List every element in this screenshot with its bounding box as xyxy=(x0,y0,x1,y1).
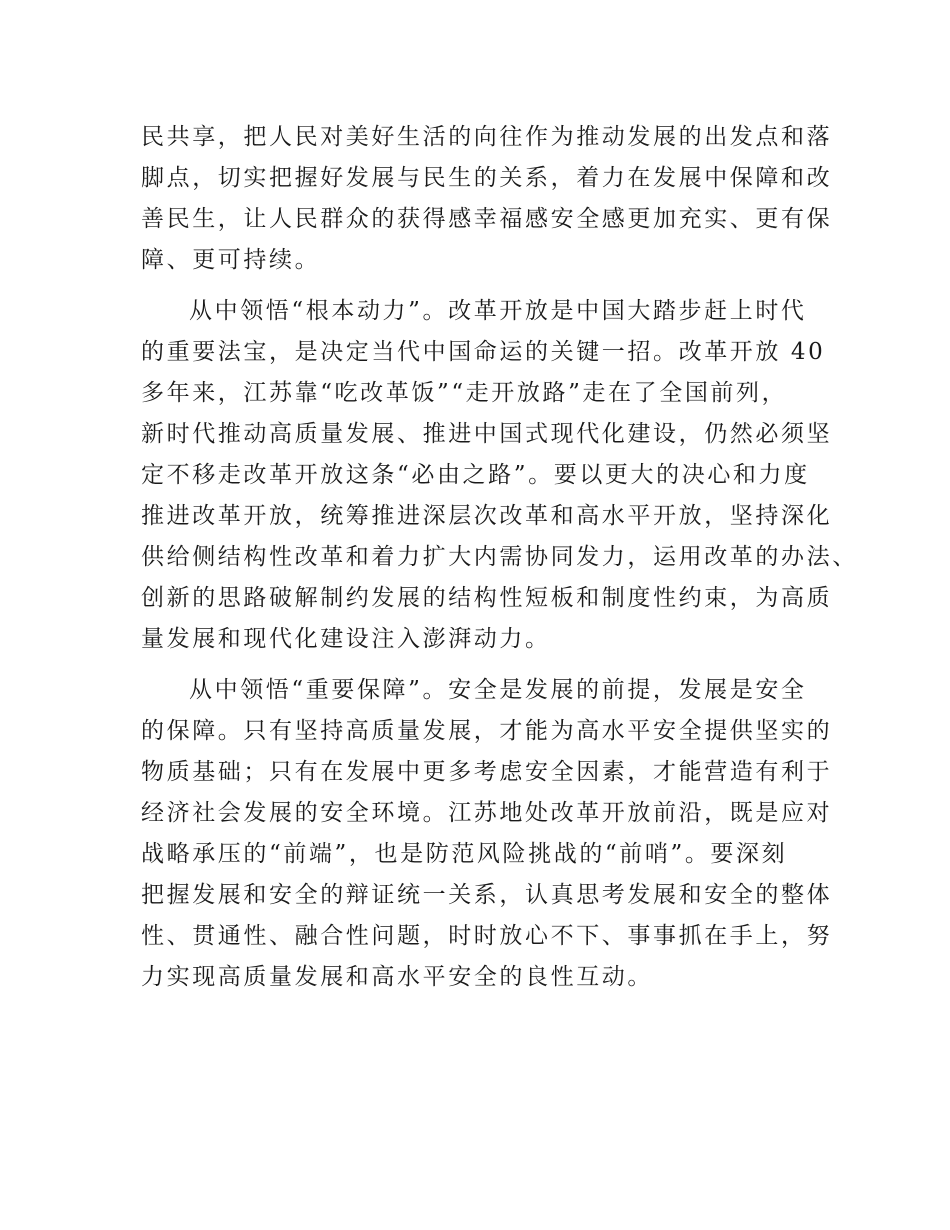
text-line: 量发展和现代化建设注入澎湃动力。 xyxy=(141,626,551,652)
paragraph-1 xyxy=(141,117,841,281)
text-line: 推进改革开放，统筹推进深层次改革和高水平开放，坚持深化 xyxy=(141,503,833,529)
text-line: 经济社会发展的安全环境。江苏地处改革开放前沿，既是应对 xyxy=(141,800,833,826)
text-line: 物质基础；只有在发展中更多考虑安全因素，才能营造有利于 xyxy=(141,759,833,785)
text-line: 民共享，把人民对美好生活的向往作为推动发展的出发点和落 xyxy=(141,124,833,150)
text-line: 力实现高质量发展和高水平安全的良性互动。 xyxy=(141,964,653,990)
text-line: 把握发展和安全的辩证统一关系，认真思考发展和安全的整体 xyxy=(141,882,833,908)
paragraph-2 xyxy=(141,291,858,660)
text-line: 新时代推动高质量发展、推进中国式现代化建设，仍然必须坚 xyxy=(141,421,833,447)
paragraph-3 xyxy=(141,670,841,998)
text-line: 战略承压的“前端”，也是防范风险挑战的“前哨”。要深刻 xyxy=(141,841,788,867)
text-line: 障、更可持续。 xyxy=(141,247,321,273)
text-line: 创新的思路破解制约发展的结构性短板和制度性约束，为高质 xyxy=(141,585,833,611)
text-line: 供给侧结构性改革和着力扩大内需协同发力，运用改革的办法、 xyxy=(141,544,858,570)
text-line: 多年来，江苏靠“吃改革饭”“走开放路”走在了全国前列， xyxy=(141,380,788,406)
text-line: 善民生，让人民群众的获得感幸福感安全感更加充实、更有保 xyxy=(141,206,833,232)
document-body xyxy=(141,117,858,998)
text-line: 性、贯通性、融合性问题，时时放心不下、事事抓在手上，努 xyxy=(141,923,833,949)
text-line: 的保障。只有坚持高质量发展，才能为高水平安全提供坚实的 xyxy=(141,718,833,744)
text-line: 从中领悟“根本动力”。改革开放是中国大踏步赶上时代 xyxy=(189,298,807,324)
text-line: 的重要法宝，是决定当代中国命运的关键一招。改革开放 40 xyxy=(141,339,826,365)
text-line: 脚点，切实把握好发展与民生的关系，着力在发展中保障和改 xyxy=(141,165,833,191)
text-line: 定不移走改革开放这条“必由之路”。要以更大的决心和力度 xyxy=(141,462,810,488)
text-line: 从中领悟“重要保障”。安全是发展的前提，发展是安全 xyxy=(189,677,807,703)
